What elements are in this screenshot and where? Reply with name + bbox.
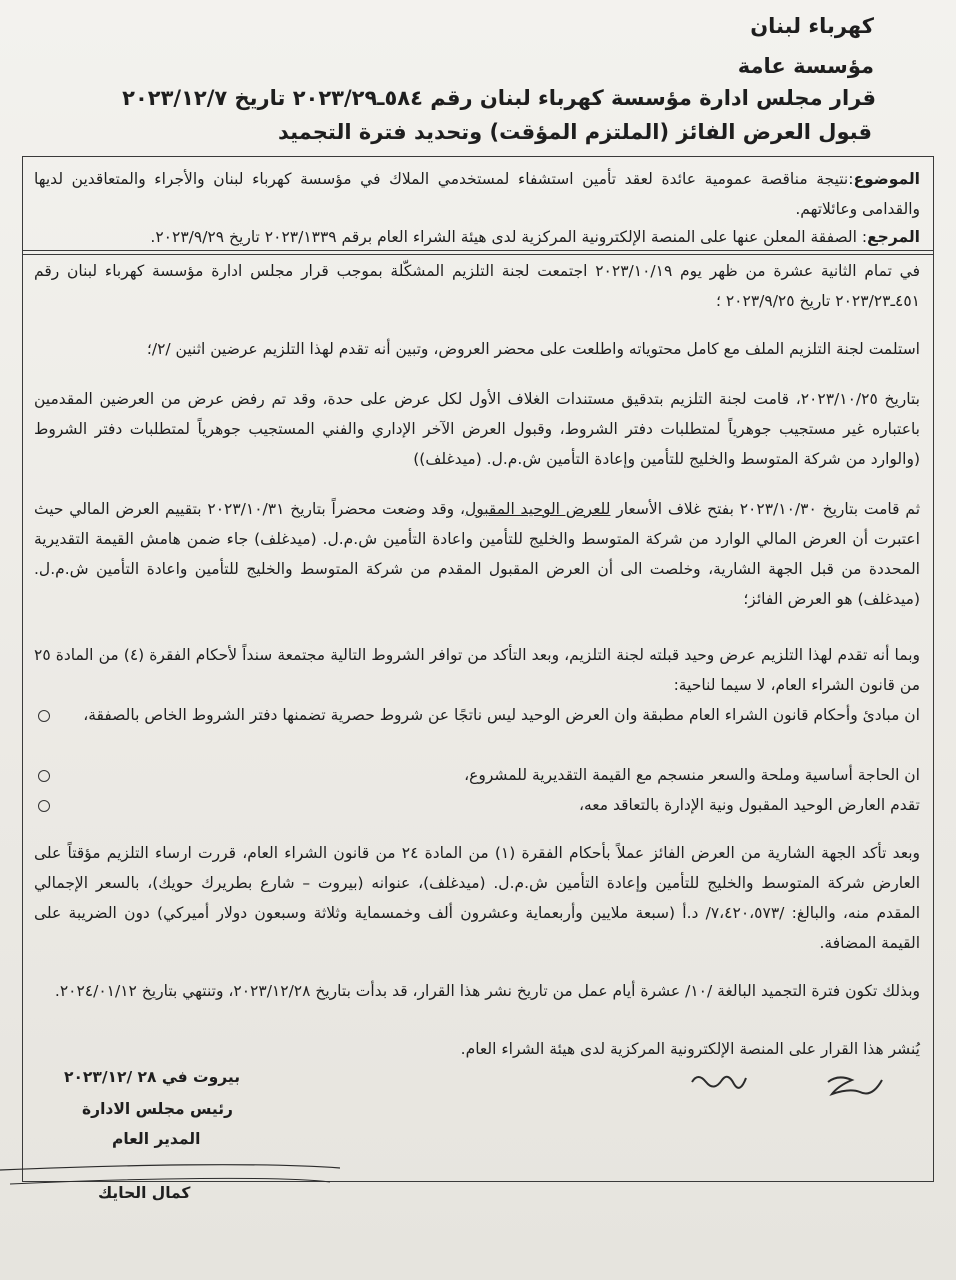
decision-title: قرار مجلس ادارة مؤسسة كهرباء لبنان رقم ٥٨٤ـ٢٠٢٣/٢٩ تاريخ ٢٠٢٣/١٢/٧ — [122, 86, 876, 110]
reference-label: المرجع — [867, 228, 920, 246]
paragraph-receipt: استلمت لجنة التلزيم الملف مع كامل محتوياته واطلعت على محضر العروض، وتبين أنه تقدم لهذا التلزيم عرضين اثنين /٢/؛ — [146, 340, 920, 358]
subject-label: الموضوع — [853, 170, 920, 188]
org-name: كهرباء لبنان — [750, 14, 874, 38]
signature-name: كمال الحايك — [98, 1184, 191, 1202]
list-item-text: تقدم العارض الوحيد المقبول ونية الإدارة بالتعاقد معه، — [578, 796, 920, 814]
reference-text: : الصفقة المعلن عنها على المنصة الإلكترونية المركزية لدى هيئة الشراء العام برقم ٢٠٢٣/١٣٣٩ تاريخ ٢٠٢٣/٩/٢٩. — [150, 228, 868, 246]
decision-subtitle: قبول العرض الفائز (الملتزم المؤقت) وتحديد فترة التجميد — [277, 120, 872, 144]
financial-text-a: ثم قامت بتاريخ ٢٠٢٣/١٠/٣٠ بفتح غلاف الأسعار — [610, 500, 921, 518]
financial-text-underlined: للعرض الوحيد المقبول — [464, 500, 611, 518]
paragraph-award: وبعد تأكد الجهة الشارية من العرض الفائز عملاً بأحكام الفقرة (١) من المادة ٢٤ من قانون الشراء العام، قررت ارساء التلزيم مؤقتاً على العارض شركة المتوسط والخليج للتأمين وإعادة التأمين ش.م.ل. (ميدغلف)، عنوانه (بيروت – شارع بطريرك حويك)، بالسعر الإجمالي المقدم منه، والبالغ: /٧،٤٢٠،٥٧٣/ د.أ (سبعة ملايين وأربعماية وعشرون ألف وخمسماية وثلاثة وسبعون دولار أميركي) دون الضريبة على القيمة المضافة. — [34, 844, 921, 952]
paragraph-single-bid: وبما أنه تقدم لهذا التلزيم عرض وحيد قبلته لجنة التلزيم، وبعد التأكد من توافر الشروط التالية مجتمعة سنداً لأحكام الفقرة (٤) من المادة ٢٥ من قانون الشراء العام، لا سيما لناحية: — [34, 646, 920, 694]
list-item-text: ان مبادئ وأحكام قانون الشراء العام مطبقة وان العرض الوحيد ليس ناتجًا عن شروط حصرية تضمنها دفتر الشروط الخاص بالصفقة، — [83, 706, 920, 724]
paragraph-technical-review: بتاريخ ٢٠٢٣/١٠/٢٥، قامت لجنة التلزيم بتدقيق مستندات الغلاف الأول لكل عرض على حدة، وقد تم رفض عرض من العرضين المقدمين باعتباره غير مستجيب جوهرياً لمتطلبات دفتر الشروط، وقبول العرض الآخر الإداري والفني المستجيب جوهرياً لمتطلبات دفتر الشروط (والوارد من شركة المتوسط والخليج للتأمين وإعادة التأمين ش.م.ل. (ميدغلف)) — [34, 390, 920, 468]
subject-text: :نتيجة مناقصة عمومية عائدة لعقد تأمين استشفاء لمستخدمي الملاك في مؤسسة كهرباء لبنان والأجراء والمتعاقدين لديها والقدامى وعائلاتهم. — [34, 170, 920, 218]
list-item-text: ان الحاجة أساسية وملحة والسعر منسجم مع القيمة التقديرية للمشروع، — [464, 766, 920, 784]
org-type: مؤسسة عامة — [737, 54, 874, 78]
paragraph-standstill: وبذلك تكون فترة التجميد البالغة /١٠/ عشرة أيام عمل من تاريخ نشر هذا القرار، قد بدأت بتاريخ ٢٠٢٣/١٢/٢٨، وتنتهي بتاريخ ٢٠٢٤/٠١/١٢. — [54, 982, 920, 1000]
signature-place-date: بيروت في ٢٨ /٢٠٢٣/١٢ — [64, 1068, 241, 1086]
signature-role-director: المدير العام — [112, 1130, 201, 1148]
signature-role-chairman: رئيس مجلس الادارة — [82, 1100, 233, 1118]
paragraph-publication: يُنشر هذا القرار على المنصة الإلكترونية المركزية لدى هيئة الشراء العام. — [460, 1040, 920, 1058]
paragraph-meeting: في تمام الثانية عشرة من ظهر يوم ٢٠٢٣/١٠/١٩ اجتمعت لجنة التلزيم المشكّلة بموجب قرار مجلس ادارة مؤسسة كهرباء لبنان رقم ٤٥١ـ٢٠٢٣/٢٣ تاريخ ٢٠٢٣/٩/٢٥ ؛ — [34, 262, 920, 310]
financial-text-b: ، وقد وضعت محضراً بتاريخ ٢٠٢٣/١٠/٣١ بتقييم العرض المالي حيث اعتبرت أن العرض المالي الوارد من شركة المتوسط والخليج للتأمين واعادة التأمين ش.م.ل. (ميدغلف) جاء ضمن هامش القيمة التقديرية المحددة من قبل الجهة الشارية، وخلصت الى أن العرض المقبول المقدم من شركة المتوسط والخليج للتأمين واعادة التأمين ش.م.ل. (ميدغلف) هو العرض الفائز؛ — [34, 500, 920, 608]
